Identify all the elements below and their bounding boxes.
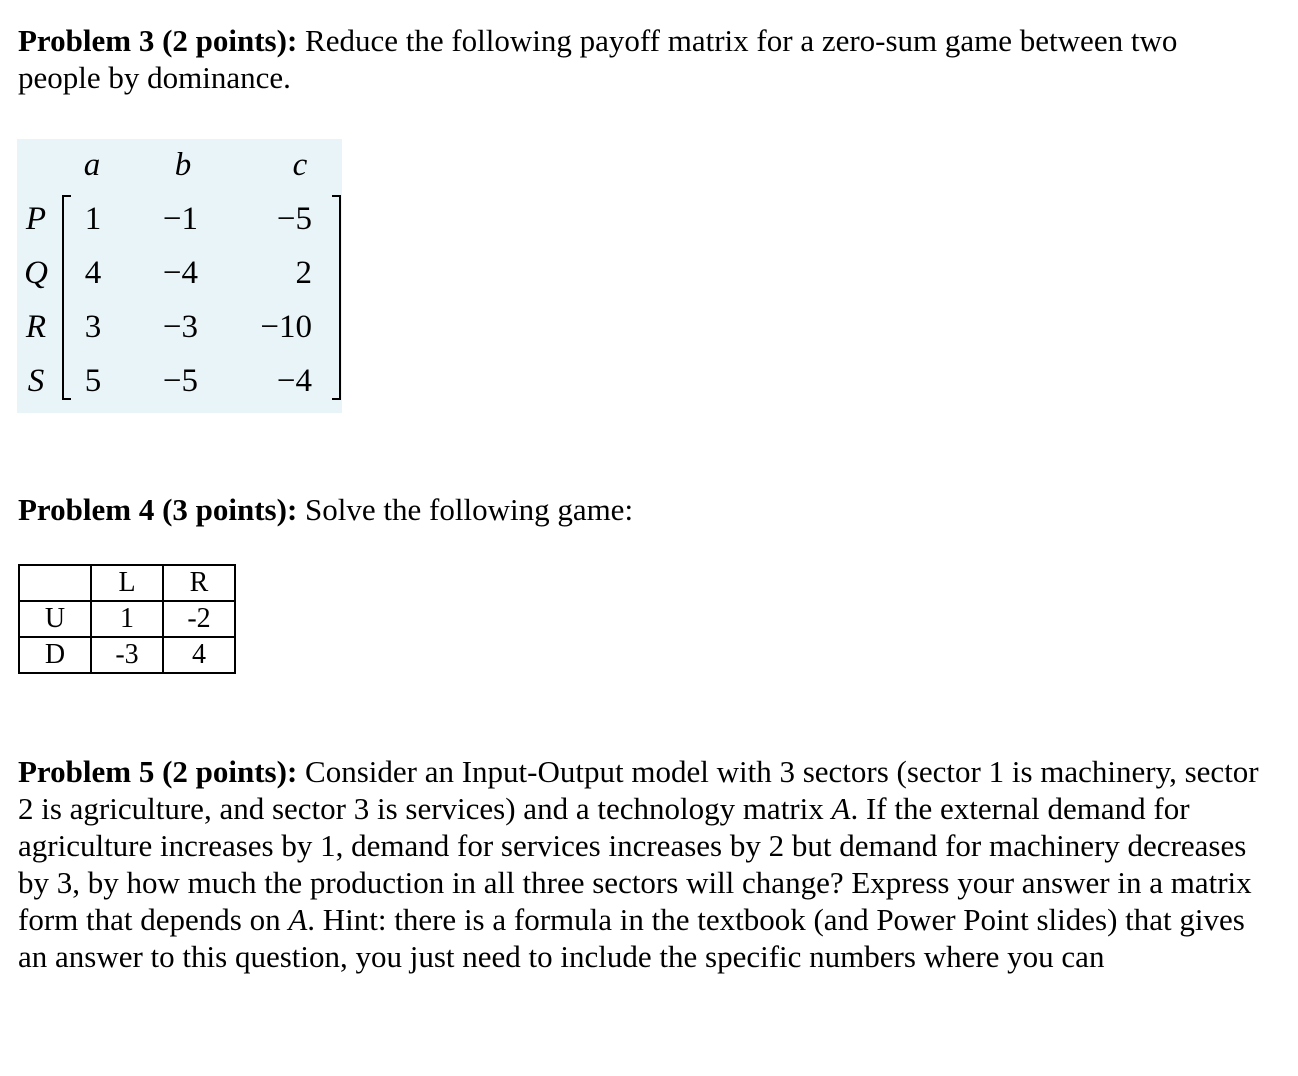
matrix-cell: −4 [162,255,198,291]
matrix-cell: 3 [84,309,102,345]
matrix-cell: −5 [276,201,312,237]
table-cell [19,565,91,601]
problem-5-text-part-1: Consider an Input-Output model with 3 sectors (sector 1 is machinery, sector 2 is agriculture, and sector 3 is services) and a technology matrix [18,754,1259,826]
matrix-row-label-q: Q [24,255,48,291]
problem-4-paragraph [18,491,1258,528]
matrix-column-label-b: b [174,147,192,183]
problem-4-text: Solve the following game: [297,492,634,527]
table-cell: 4 [163,637,235,673]
table-header-row [19,565,235,601]
matrix-row-label-r: R [25,309,47,345]
table-row [19,637,235,673]
problem-3-text: Reduce the following payoff matrix for a zero-sum game between two people by dominance. [18,23,1178,95]
problem-5-paragraph [18,753,1280,975]
problem-4-heading: Problem 4 (3 points): [18,492,298,527]
table-header-cell: L [91,565,163,601]
matrix-cell: 4 [84,255,102,291]
matrix-cell: −3 [162,309,198,345]
game-table [18,564,236,674]
problem-5-heading: Problem 5 (2 points): [18,754,298,789]
matrix-cell: 1 [84,201,102,237]
matrix-right-bracket [332,196,340,399]
table-cell: -2 [163,601,235,637]
problem-3-paragraph [18,22,1258,96]
matrix-cell: 2 [295,255,312,291]
matrix-cell: −4 [276,363,312,399]
table-cell: 1 [91,601,163,637]
matrix-cell: −10 [260,309,312,345]
table-header-cell: R [163,565,235,601]
table-row-label: D [19,637,91,673]
payoff-matrix [17,139,342,413]
table-row [19,601,235,637]
problem-3-heading: Problem 3 (2 points): [18,23,298,58]
problem-5-text-part-3: . Hint: there is a formula in the textbook (and Power Point slides) that gives an answer to this question, you just need to include the specific numbers where you can [18,902,1245,974]
matrix-cell: 5 [84,363,102,399]
matrix-symbol-a: A [288,902,308,937]
matrix-column-label-c: c [292,147,308,183]
matrix-left-bracket [63,196,71,399]
table-row-label: U [19,601,91,637]
table-cell: -3 [91,637,163,673]
matrix-cell: −5 [162,363,198,399]
matrix-cell: −1 [162,201,198,237]
matrix-column-label-a: a [83,147,101,183]
matrix-row-label-p: P [25,201,47,237]
matrix-symbol-a: A [831,791,851,826]
problem-5-text-part-2: . If the external demand for agriculture increases by 1, demand for services increases by 2 but demand for machinery decreases by 3, by how much the production in all three sectors will change? Express your answer in a matrix form that depends on [18,791,1252,937]
matrix-row-label-s: S [27,363,45,399]
